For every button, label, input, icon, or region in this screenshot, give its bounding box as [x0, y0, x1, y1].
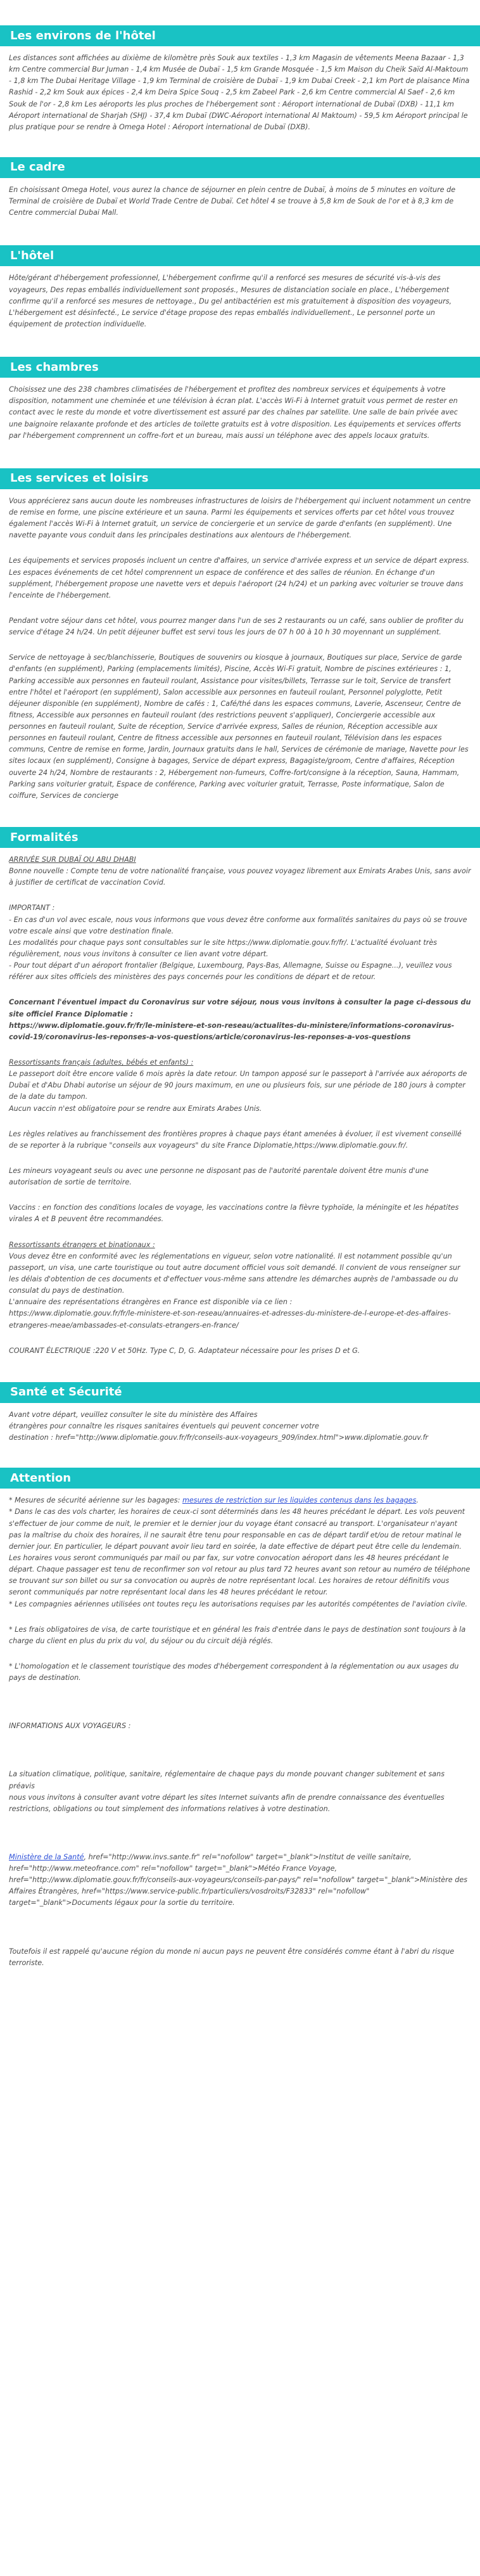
- section-title-environs: Les environs de l'hôtel: [0, 25, 480, 46]
- important-text: - En cas d'un vol avec escale, nous vous informons que vous devez être conforme aux formalités sanitaires du pays où se trouve votre escale ainsi que votre destination finale. Les modalités pour chaque pays sont consultables sur le site https://www.diplomatie.gouv.fr/fr/. L'actualité évoluant très régulièrement, nous vous invitons à consulter ce lien avant votre départ. - Pour tout départ d'un aéroport frontalier (Belgique, Luxembourg, Pays-Bas, Allemagne, Suisse ou Espagne...), veuillez vous référer aux sites officiels des ministères des pays concernés pour les conditions de départ et de retour.: [9, 915, 467, 982]
- arrival-text: Bonne nouvelle : Compte tenu de votre nationalité française, vous pouvez voyagez librement aux Emirats Arabes Unis, sans avoir à justifier de certificat de vaccination Covid.: [9, 867, 471, 887]
- regles-text: Les règles relatives au franchissement des frontières propres à chaque pays étant amenées à évoluer, il est vivement conseillé de se reporter à la rubrique "conseils aux voyageurs" du site France Diplomatie,https://www.diplomatie.gouv.fr/.: [9, 1129, 462, 1150]
- section-hotel: [0, 219, 480, 330]
- bullet-charter: * Dans le cas des vols charter, les horaires de ceux-ci sont déterminés dans les 48 heures précédant le départ. Les vols peuvent s'effectuer de jour comme de nuit, le premier et le dernier jour du voyage étant consacré au transport. L'organisateur n'ayant pas la maîtrise du choix des horaires, il ne saurait être tenu pour responsable en cas de départ tardif et/ou de retour matinal le dernier jour. En particulier, le départ pouvant avoir lieu tard en soirée, la date effective de départ peut être celle du lendemain. Les horaires vous seront communiqués par mail ou par fax, sur votre convocation aéroport dans les 48 heures précédant le départ. Chaque passager est tenu de reconfirmer son vol retour au plus tard 72 heures avant son retour au numéro de téléphone se trouvant sur son billet ou sur sa convocation ou auprès de notre représentant local. Les horaires de retour définitifs vous seront communiqués par notre représentant local dans les 48 heures précédant le retour. * Les compagnies aériennes utilisées ont toutes reçu les autorisations requises par les autorités compétentes de l'aviation civile.: [9, 1508, 471, 1608]
- services-paragraph: Pendant votre séjour dans cet hôtel, vous pourrez manger dans l'un de ses 2 restaurants ou un café, sans oublier de profiter du service d'étage 24 h/24. Un petit déjeuner buffet est servi tous les jours de 07 h 00 à 10 h 30 moyennant un supplément.: [9, 616, 464, 637]
- etrangers-text: Vous devez être en conformité avec les réglementations en vigueur, selon votre nationalité. Il est notamment possible qu'un passeport, un visa, une carte touristique ou tout autre document officiel vous soit demandé. Il convient de vous renseigner sur les délais d'obtention de ces documents et d'effectuer vous-même sans attendre les démarches auprès de l'ambassade ou du consulat du pays de destination. L'annuaire des représentations étrangères en France est disponible via ce lien : https://www.diplomatie.gouv.fr/fr/le-ministere-et-son-reseau/annuaires-et-adresses-du-ministere-de-l-europe-et-des-affaires-etrangeres-meae/ambassades-et-consulats-etrangers-en-france/: [9, 1252, 460, 1330]
- section-title-sante: Santé et Sécurité: [0, 1382, 480, 1403]
- section-title-cadre: Le cadre: [0, 157, 480, 178]
- chambres-text: Choisissez une des 238 chambres climatisées de l'hébergement et profitez des nombreux services et équipements à votre disposition, notamment une cheminée et une télévision à écran plat. L'accès Wi-Fi à Internet gratuit vous permet de rester en contact avec le reste du monde et votre divertissement est assuré par des chaînes par satellite. Une salle de bain privée avec une baignoire relaxante profonde et des articles de toilette gratuits est à votre disposition. Les équipements et services offerts par l'hébergement comprennent un coffre-fort et un bureau, mais aussi un téléphone avec des appels locaux gratuits.: [9, 385, 461, 440]
- section-title-hotel: L'hôtel: [0, 245, 480, 266]
- arrival-heading: ARRIVÉE SUR DUBAÏ OU ABU DHABI: [9, 855, 136, 864]
- covid-notice: Concernant l'éventuel impact du Coronavirus sur votre séjour, nous vous invitons à consulter la page ci-dessous du site officiel France Diplomatie : https://www.diplomatie.gouv.fr/fr/le-ministere-et-son-reseau/actualites-du-ministere/informations-coronavirus-covid-19/coronavirus-les-reponses-a-vos-questions/article/coronavirus-les-reponses-a-vos-questions: [9, 998, 471, 1041]
- section-title-formalites: Formalités: [0, 827, 480, 848]
- sites-list-rest: , href="http://www.invs.sante.fr" rel="nofollow" target="_blank">Institut de veille sanitaire, href="http://www.meteofrance.com" rel="nofollow" target="_blank">Météo France Voyage, href="http://www.diplomatie.gouv.fr/fr/conseils-aux-voyageurs/conseils-par-pays/" rel="nofollow" target="_blank">Ministère des Affaires Étrangères, href="https://www.service-public.fr/particuliers/vosdroits/F32833" rel="nofollow" target="_blank">Documents légaux pour la sortie du territoire.: [9, 1852, 468, 1907]
- section-title-chambres: Les chambres: [0, 357, 480, 378]
- etrangers-heading: Ressortissants étrangers et binationaux :: [9, 1240, 155, 1249]
- courant-text: COURANT ÉLECTRIQUE :220 V et 50Hz. Type C, D, G. Adaptateur nécessaire pour les prises D et G.: [9, 1346, 360, 1355]
- infos-heading: INFORMATIONS AUX VOYAGEURS :: [9, 1722, 131, 1731]
- section-environs: [0, 0, 480, 133]
- sante-text: Avant votre départ, veuillez consulter le site du ministère des Affaires étrangères pour connaître les risques sanitaires éventuels qui peuvent concerner votre destination : href="http://www.diplomatie.gouv.fr/fr/conseils-aux-voyageurs_909/index.html">www.diplomatie.gouv.fr: [9, 1410, 429, 1442]
- section-sante: [0, 1357, 480, 1444]
- footer-text: Toutefois il est rappelé qu'aucune région du monde ni aucun pays ne peuvent être considérés comme étant à l'abri du risque terroriste.: [9, 1947, 455, 1967]
- section-formalites: [0, 802, 480, 1357]
- francais-heading: Ressortissants français (adultes, bébés et enfants) :: [9, 1058, 194, 1067]
- section-chambres: [0, 330, 480, 442]
- section-attention: [0, 1444, 480, 1988]
- infos-text: La situation climatique, politique, sanitaire, réglementaire de chaque pays du monde pouvant changer subitement et sans préavis nous vous invitons à consulter avant votre départ les sites Internet suivants afin de prendre connaissance des éventuelles restrictions, obligations ou tout simplement des informations relatives à votre destination.: [9, 1770, 445, 1813]
- important-heading: IMPORTANT :: [9, 904, 55, 913]
- services-amenities-list: Service de nettoyage à sec/blanchisserie, Boutiques de souvenirs ou kiosque à journaux, Boutiques sur place, Service de garde d'enfants (en supplément), Parking (emplacements limités), Piscine, Accès Wi-Fi gratuit, Nombre de piscines extérieures : 1, Parking accessible aux personnes en fauteuil roulant, Assistance pour visites/billets, Terrasse sur le toit, Service de transfert entre l'hôtel et l'aéroport (en supplément), Salon accessible aux personnes en fauteuil roulant, Personnel polyglotte, Petit déjeuner disponible (en supplément), Nombre de cafés : 1, Café/thé dans les espaces communs, Laverie, Ascenseur, Centre de fitness, Accessible aux personnes en fauteuil roulant (des restrictions peuvent s'appliquer), Conciergerie accessible aux personnes en fauteuil roulant, Suite de réception, Service d'arrivée express, Salles de réunion, Réception accessible aux personnes en fauteuil roulant, Centre de fitness accessible aux personnes en fauteuil roulant, Télévision dans les espaces communs, Centre de remise en forme, Jardin, Journaux gratuits dans le hall, Services de cérémonie de mariage, Navette pour les sites locaux (en supplément), Consigne à bagages, Service de départ express, Bagagiste/groom, Centre d'affaires, Réception ouverte 24 h/24, Nombre de restaurants : 2, Hébergement non-fumeurs, Coffre-fort/consigne à la réception, Sauna, Hammam, Parking sans voiturier gratuit, Espace de conférence, Parking avec voiturier gratuit, Terrasse, Poste informatique, Salon de coiffure, Services de concierge: [9, 653, 469, 800]
- bullet-bagages: [9, 1495, 471, 1506]
- bullet-homologation: * L'homologation et le classement touristique des modes d'hébergement correspondent à la réglementation ou aux usages du pays de destination.: [9, 1662, 459, 1682]
- vaccins-text: Vaccins : en fonction des conditions locales de voyage, les vaccinations contre la fièvre typhoïde, la méningite et les hépatites virales A et B peuvent être recommandées.: [9, 1203, 459, 1224]
- environs-text: Les distances sont affichées au dixième de kilomètre près Souk aux textiles - 1,3 km Magasin de vêtements Meena Bazaar - 1,3 km Centre commercial Bur Juman - 1,4 km Musée de Dubaï - 1,5 km Grande Mosquée - 1,5 km Maison du Cheik Saïd Al-Maktoum - 1,8 km The Dubai Heritage Village - 1,9 km Terminal de croisière de Dubaï - 1,9 km Dubai Creek - 2,1 km Port de plaisance Mina Rashid - 2,2 km Souk aux épices - 2,4 km Deira Spice Souq - 2,5 km Zabeel Park - 2,6 km Centre commercial Al Saef - 2,6 km Souk de l'or - 2,8 km Les aéroports les plus proches de l'hébergement sont : Aéroport international de Dubaï (DXB) - 11,1 km Aéroport international de Sharjah (SHJ) - 37,4 km Dubaï (DWC-Aéroport international Al Maktoum) - 59,5 km Aéroport principal le plus pratique pour se rendre à Omega Hotel : Aéroport international de Dubaï (DXB).: [9, 54, 470, 131]
- bullet-bagages-suffix: .: [416, 1496, 419, 1505]
- section-cadre: [0, 133, 480, 219]
- hotel-text: Hôte/gérant d'hébergement professionnel, L'hébergement confirme qu'il a renforcé ses mesures de sécurité vis-à-vis des voyageurs, Des repas emballés individuellement sont proposés., Mesures de distanciation sociale en place., L'hébergement confirme qu'il a renforcé ses mesures de nettoyage., Du gel antibactérien est mis gratuitement à disposition des voyageurs, L'hébergement est désinfecté., Le service d'étage propose des repas emballés individuellement., Le personnel porte un équipement de protection individuelle.: [9, 274, 452, 328]
- section-title-attention: Attention: [0, 1468, 480, 1489]
- cadre-text: En choisissant Omega Hotel, vous aurez la chance de séjourner en plein centre de Dubaï, à moins de 5 minutes en voiture de Terminal de croisière de Dubaï et World Trade Centre de Dubaï. Cet hôtel 4 se trouve à 5,8 km de Souk de l'or et à 8,3 km de Centre commercial Dubai Mall.: [9, 185, 456, 217]
- sites-list: [9, 1852, 471, 1909]
- liquids-restriction-link[interactable]: mesures de restriction sur les liquides contenus dans les bagages: [182, 1496, 417, 1505]
- services-paragraph: Les équipements et services proposés incluent un centre d'affaires, un service d'arrivée express et un service de départ express. Les espaces événements de cet hôtel comprennent un espace de conférence et des salles de réunion. En échange d'un supplément, l'hébergement propose une navette vers et depuis l'aéroport (24 h/24) et un parking avec voiturier se trouve dans l'enceinte de l'hébergement.: [9, 556, 469, 599]
- services-paragraph: Vous apprécierez sans aucun doute les nombreuses infrastructures de loisirs de l'hébergement qui incluent notamment un centre de remise en forme, une piscine extérieure et un sauna. Parmi les équipements et services offerts par cet hôtel vous trouvez également l'accès Wi-Fi à Internet gratuit, un service de conciergerie et un service de garde d'enfants (en supplément). Une navette payante vous conduit dans les principales destinations aux alentours de l'hébergement.: [9, 496, 471, 540]
- section-services: [0, 442, 480, 802]
- ministere-sante-link[interactable]: Ministère de la Santé: [9, 1852, 84, 1861]
- bullet-frais: * Les frais obligatoires de visa, de carte touristique et en général les frais d'entrée dans le pays de destination sont toujours à la charge du client en plus du prix du vol, du séjour ou du circuit déjà réglés.: [9, 1625, 466, 1645]
- bullet-bagages-prefix: * Mesures de sécurité aérienne sur les bagages:: [9, 1496, 182, 1505]
- mineurs-text: Les mineurs voyageant seuls ou avec une personne ne disposant pas de l'autorité parentale doivent être munis d'une autorisation de sortie de territoire.: [9, 1167, 429, 1187]
- section-title-services: Les services et loisirs: [0, 468, 480, 489]
- francais-text: Le passeport doit être encore valide 6 mois après la date retour. Un tampon apposé sur le passeport à l'arrivée aux aéroports de Dubaï et d'Abu Dhabi autorise un séjour de 90 jours maximum, en une ou plusieurs fois, sur une période de 180 jours à compter de la date du tampon. Aucun vaccin n'est obligatoire pour se rendre aux Emirats Arabes Unis.: [9, 1070, 467, 1113]
